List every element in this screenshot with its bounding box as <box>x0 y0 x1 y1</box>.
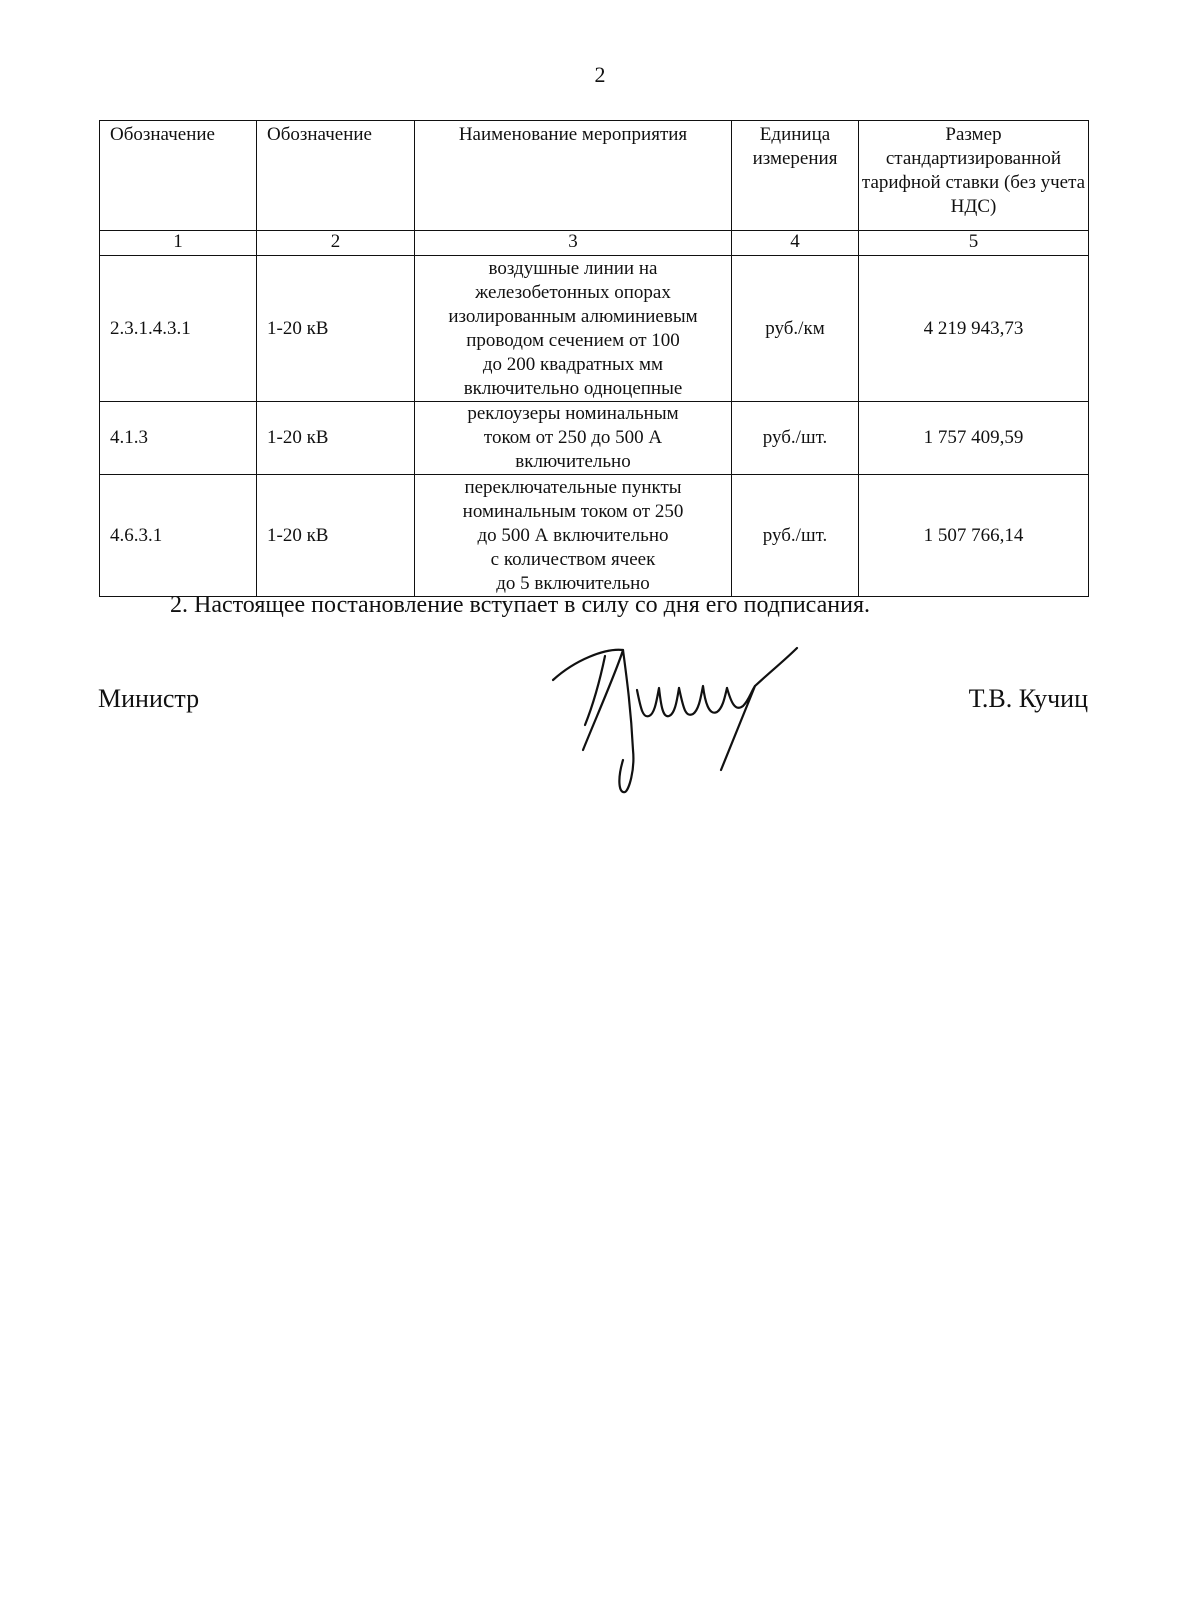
column-number: 2 <box>257 231 415 256</box>
table-header-row <box>100 121 1089 231</box>
row-voltage: 1-20 кВ <box>257 256 415 402</box>
signer-name: Т.В. Кучиц <box>968 684 1088 713</box>
column-number-row <box>100 231 1089 256</box>
row-amount: 4 219 943,73 <box>859 256 1089 402</box>
row-unit: руб./шт. <box>732 402 859 475</box>
description-line: включительно <box>515 451 631 472</box>
column-number: 5 <box>859 231 1089 256</box>
description-line: номинальным током от 250 <box>462 500 684 522</box>
row-amount: 1 757 409,59 <box>859 402 1089 475</box>
description-line: реклоузеры номинальным <box>467 403 679 424</box>
description-line: до 500 А включительно <box>477 524 669 546</box>
table-row <box>100 475 1089 597</box>
column-number: 4 <box>732 231 859 256</box>
row-description <box>415 402 732 475</box>
description-line: до 5 включительно <box>496 572 650 594</box>
row-code: 2.3.1.4.3.1 <box>100 256 257 402</box>
description-line: изолированным алюминиевым <box>448 305 698 327</box>
row-code: 4.6.3.1 <box>100 475 257 597</box>
column-number: 3 <box>415 231 732 256</box>
handwritten-signature <box>545 630 815 800</box>
row-description <box>415 475 732 597</box>
description-line: током от 250 до 500 А <box>483 427 663 448</box>
description-line: включительно одноцепные <box>463 377 683 399</box>
page-number: 2 <box>594 62 606 87</box>
header-designation-2: Обозначение <box>257 121 415 231</box>
row-voltage: 1-20 кВ <box>257 402 415 475</box>
row-description <box>415 256 732 402</box>
row-amount: 1 507 766,14 <box>859 475 1089 597</box>
header-unit: Единица измерения <box>732 121 859 231</box>
description-line: с количеством ячеек <box>490 548 656 570</box>
signer-title: Министр <box>98 684 200 713</box>
row-voltage: 1-20 кВ <box>257 475 415 597</box>
column-number: 1 <box>100 231 257 256</box>
tariff-table <box>99 120 1089 597</box>
description-line: проводом сечением от 100 <box>466 329 680 351</box>
description-line: до 200 квадратных мм <box>482 353 664 375</box>
table-row <box>100 256 1089 402</box>
row-code: 4.1.3 <box>100 402 257 475</box>
row-unit: руб./шт. <box>732 475 859 597</box>
header-rate-size: Размер стандартизированной тарифной ставки (без учета НДС) <box>859 121 1089 231</box>
header-designation-1: Обозначение <box>100 121 257 231</box>
table-row <box>100 402 1089 475</box>
clause-text: 2. Настоящее постановление вступает в силу со дня его подписания. <box>170 592 871 618</box>
description-line: железобетонных опорах <box>475 281 671 303</box>
row-unit: руб./км <box>732 256 859 402</box>
description-line: воздушные линии на <box>488 257 658 279</box>
description-line: переключательные пункты <box>464 476 682 498</box>
header-activity-name: Наименование мероприятия <box>415 121 732 231</box>
